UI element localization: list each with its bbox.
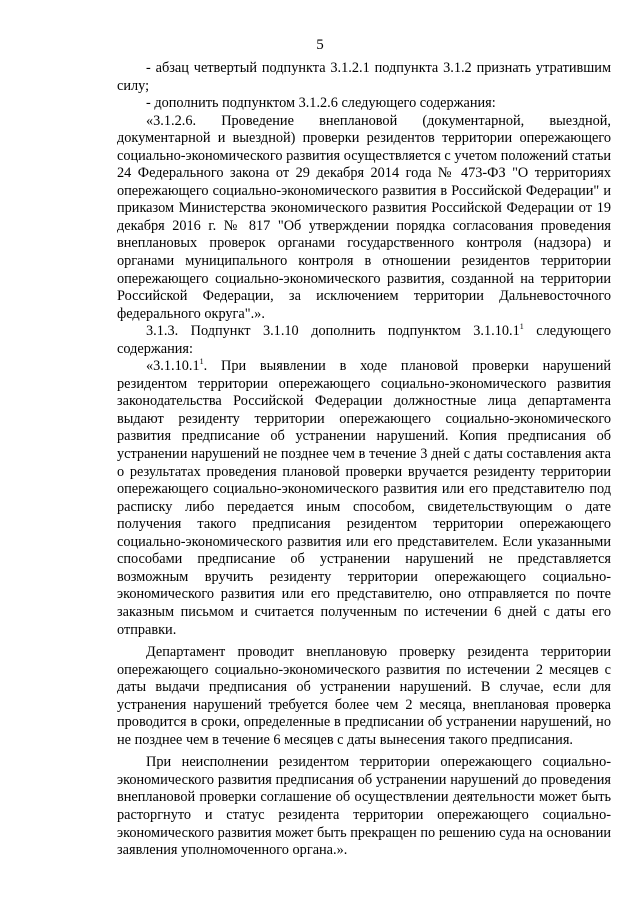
paragraph-1: - абзац четвертый подпункта 3.1.2.1 подпункта 3.1.2 признать утратившим силу; <box>117 60 611 94</box>
paragraph-6: Департамент проводит внеплановую проверку резидента территории опережающего социально-экономического развития по истечении 2 месяцев с даты выдачи предписания об устранении нарушений. В случае, если для устранения нарушений требуется более чем 2 месяца, внеплановая проверка проводится в сроки, определенные в предписании об устранении нарушений, но не позднее чем в течение 6 месяцев с даты вынесения такого предписания. <box>117 644 611 748</box>
paragraph-2: - дополнить подпунктом 3.1.2.6 следующего содержания: <box>146 95 496 112</box>
paragraph-7: При неисполнении резидентом территории опережающего социально-экономического развития предписания об устранении нарушений до проведения внеплановой проверки соглашение об осуществлении деятельности может быть расторгнуто и статус резидента территории опережающего социально-экономического развития может быть прекращен по решению суда на основании заявления уполномоченного органа.». <box>117 754 611 859</box>
superscript-2: 1 <box>199 357 204 367</box>
paragraph-3: «3.1.2.6. Проведение внеплановой (документарной, выездной, документарной и выездной) проверки резидентов территории опережающего социально-экономического развития осуществляется с учетом положений статьи 24 Федерального закона от 29 декабря 2014 года № 473-ФЗ "О территориях опережающего социально-экономического развития в Российской Федерации" и приказом Министерства экономического развития Российской Федерации от 19 декабря 2016 г. № 817 "Об утверждении порядка согласования проведения внеплановых проверок органами государственного контроля (надзора) и органами муниципального контроля в отношении резидентов территории опережающего социально-экономического развития, созданной на территории Российской Федерации, за исключением территории Дальневосточного федерального округа".». <box>117 112 611 322</box>
superscript-1: 1 <box>519 322 524 332</box>
paragraph-5 <box>117 358 611 639</box>
document-body <box>117 60 611 860</box>
paragraph-4-lead: 3.1.3. Подпункт 3.1.10 дополнить подпунктом 3.1.10.1 <box>146 323 520 340</box>
paragraph-5-lead: «3.1.10.1 <box>146 358 200 375</box>
page-number: 5 <box>316 37 324 53</box>
paragraph-4 <box>117 323 611 358</box>
paragraph-4-tail: следующего содержания: <box>117 323 611 357</box>
paragraph-5-body: . При выявлении в ходе плановой проверки нарушений резидентом территории опережающего социально-экономического развития законодательства Российской Федерации должностные лица департамента выдают резиденту территории опережающего социально-экономического развития предписание об устранении нарушений. Копия предписания об устранении нарушений не позднее чем в течение 3 дней с даты составления акта о результатах проведения плановой проверки вручается резиденту территории опережающего социально-экономического развития или его представителю под расписку либо передается иным способом, свидетельствующим о дате получения такого предписания резидентом территории опережающего социально-экономического развития или его представителем. Если указанными способами предписание об устранении нарушений не представляется возможным вручить резиденту территории опережающего социально-экономического развития или его представителю, оно отправляется по почте заказным письмом и считается полученным по истечении 6 дней с даты его отправки. <box>117 358 611 638</box>
